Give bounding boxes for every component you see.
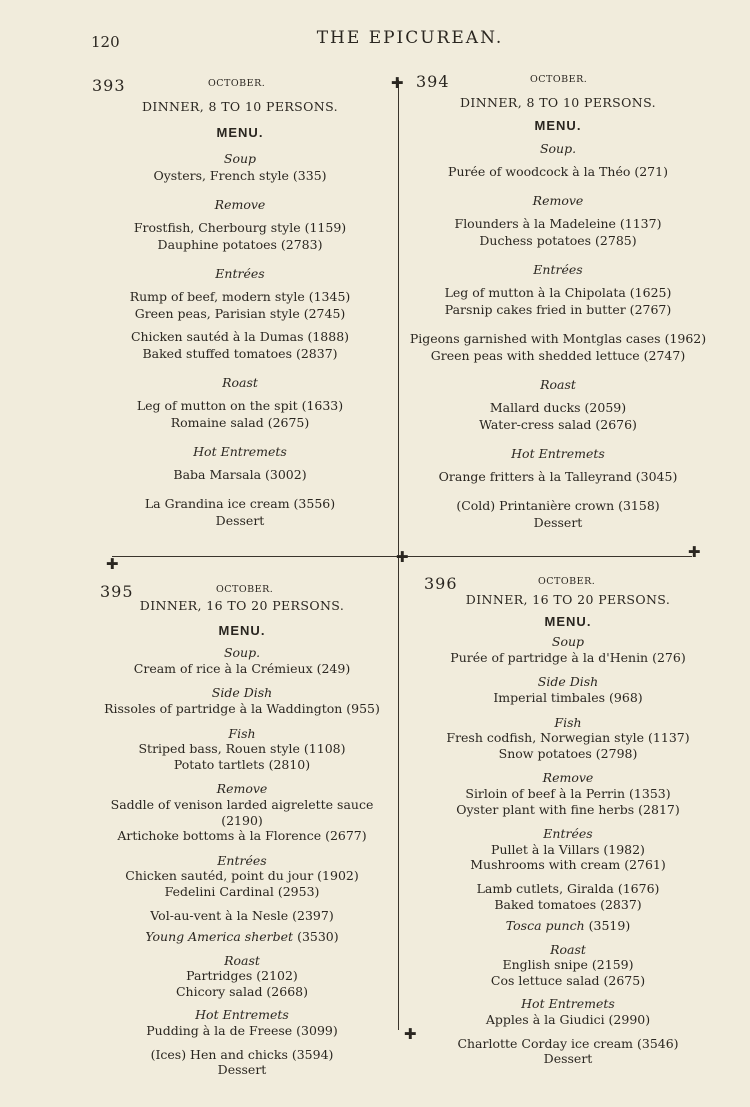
dish: Leg of mutton à la Chipolata (1625) xyxy=(444,285,672,300)
dish: Potato tartlets (2810) xyxy=(173,756,311,772)
cross-ornament-icon: ✚ xyxy=(391,74,404,92)
course-entrees: Entrées xyxy=(533,262,583,277)
dish: Fedelini Cardinal (2953) xyxy=(164,883,320,899)
course-soup: Soup xyxy=(223,151,257,166)
dessert: Dessert xyxy=(543,1051,593,1067)
cross-ornament-icon: ✚ xyxy=(404,1025,417,1043)
cross-ornament-icon: ✚ xyxy=(106,555,119,573)
menu-label: MENU. xyxy=(544,613,592,629)
running-head: THE EPICUREAN. xyxy=(316,28,504,48)
menu-number: 396 xyxy=(424,574,458,593)
dish-sherbet xyxy=(92,929,392,945)
dish: Orange fritters à la Talleyrand (3045) xyxy=(438,469,678,484)
punch-label: Tosca punch xyxy=(505,918,585,934)
dish: (2190) xyxy=(221,812,263,828)
menu-month: OCTOBER. xyxy=(530,74,588,85)
dish: Rissoles of partridge à la Waddington (955) xyxy=(104,700,380,716)
dish: Baba Marsala (3002) xyxy=(173,467,307,482)
cross-ornament-icon: ✚ xyxy=(396,548,409,566)
dish: Mallard ducks (2059) xyxy=(489,400,627,415)
dish: Chicken sautéd à la Dumas (1888) xyxy=(130,329,350,344)
dish: Lamb cutlets, Giralda (1676) xyxy=(476,880,660,896)
dish: Purée of partridge à la d'Henin (276) xyxy=(450,649,686,665)
dish: Fresh codfish, Norwegian style (1137) xyxy=(446,730,690,746)
course-entrees: Entrées xyxy=(215,266,265,281)
dish: Chicken sautéd, point du jour (1902) xyxy=(125,868,359,884)
dish: Rump of beef, modern style (1345) xyxy=(129,289,351,304)
menu-month: OCTOBER. xyxy=(216,584,274,595)
dessert: Dessert xyxy=(533,515,583,530)
dinner-heading: DINNER, 16 TO 20 PERSONS. xyxy=(139,598,345,613)
course-hot-entremets: Hot Entremets xyxy=(195,1007,289,1023)
dish: Pudding à la de Freese (3099) xyxy=(146,1023,338,1039)
dish: Pigeons garnished with Montglas cases (1962) xyxy=(409,331,707,346)
course-remove: Remove xyxy=(532,193,584,208)
dish: Striped bass, Rouen style (1108) xyxy=(138,741,346,757)
course-side-dish: Side Dish xyxy=(537,674,599,690)
dish: English snipe (2159) xyxy=(502,957,634,973)
course-remove: Remove xyxy=(214,197,266,212)
dish: Imperial timbales (968) xyxy=(493,689,643,705)
dish: Oyster plant with fine herbs (2817) xyxy=(456,801,680,817)
page-number: 120 xyxy=(91,33,120,51)
sherbet-label: Young America sherbet xyxy=(145,929,294,945)
dinner-heading: DINNER, 8 TO 10 PERSONS. xyxy=(141,99,339,114)
course-fish: Fish xyxy=(554,714,582,730)
dish: Purée of woodcock à la Théo (271) xyxy=(448,164,668,179)
course-soup: Soup. xyxy=(539,141,577,156)
dish: Duchess potatoes (2785) xyxy=(479,233,637,248)
dish: Frostfish, Cherbourg style (1159) xyxy=(133,220,347,235)
course-entrees: Entrées xyxy=(217,852,267,868)
dessert: Dessert xyxy=(215,513,265,528)
dish: Cream of rice à la Crémieux (249) xyxy=(133,660,351,676)
dinner-heading: DINNER, 16 TO 20 PERSONS. xyxy=(465,592,671,607)
course-roast: Roast xyxy=(224,952,260,968)
dish: Sirloin of beef à la Perrin (1353) xyxy=(465,785,671,801)
dish: Dauphine potatoes (2783) xyxy=(157,237,323,252)
dish: Flounders à la Madeleine (1137) xyxy=(454,216,662,231)
course-fish: Fish xyxy=(228,725,256,741)
sherbet-number: (3530) xyxy=(297,929,339,945)
dish: Pullet à la Villars (1982) xyxy=(491,841,645,857)
dish: Partridges (2102) xyxy=(186,968,298,984)
menu-395 xyxy=(92,582,392,1078)
menu-393 xyxy=(90,76,390,546)
menu-label: MENU. xyxy=(534,118,582,133)
course-hot-entremets: Hot Entremets xyxy=(511,446,605,461)
dish: Parsnip cakes fried in butter (2767) xyxy=(444,302,672,317)
dish: Apples à la Giudici (2990) xyxy=(485,1012,651,1028)
dish: Green peas, Parisian style (2745) xyxy=(134,306,346,321)
dish: Snow potatoes (2798) xyxy=(498,745,638,761)
course-remove: Remove xyxy=(542,770,594,786)
menu-396 xyxy=(418,574,718,1067)
course-soup: Soup. xyxy=(223,645,261,661)
dish: Chicory salad (2668) xyxy=(175,983,308,999)
dish: Baked tomatoes (2837) xyxy=(494,896,642,912)
dish: Cos lettuce salad (2675) xyxy=(490,972,646,988)
course-hot-entremets: Hot Entremets xyxy=(193,444,287,459)
menu-number: 393 xyxy=(92,76,126,95)
menu-month: OCTOBER. xyxy=(538,576,596,587)
dish: Vol-au-vent à la Nesle (2397) xyxy=(150,907,334,923)
menu-label: MENU. xyxy=(216,125,264,140)
course-roast: Roast xyxy=(540,377,576,392)
menu-394 xyxy=(408,72,708,542)
course-roast: Roast xyxy=(222,375,258,390)
dish: Oysters, French style (335) xyxy=(153,168,327,183)
dish: Green peas with shedded lettuce (2747) xyxy=(430,348,686,363)
dish: (Cold) Printanière crown (3158) xyxy=(456,498,660,513)
dinner-heading: DINNER, 8 TO 10 PERSONS. xyxy=(459,95,657,110)
course-entrees: Entrées xyxy=(543,826,593,842)
dish: La Grandina ice cream (3556) xyxy=(144,496,336,511)
dish: Saddle of venison larded aigrelette sauce xyxy=(110,796,374,812)
dish: Romaine salad (2675) xyxy=(170,415,310,430)
course-side-dish: Side Dish xyxy=(211,685,273,701)
menu-month: OCTOBER. xyxy=(208,78,266,89)
dish: Artichoke bottoms à la Florence (2677) xyxy=(117,828,367,844)
dish: Mushrooms with cream (2761) xyxy=(470,857,666,873)
dish: Water-cress salad (2676) xyxy=(479,417,637,432)
dish-punch xyxy=(418,918,718,934)
dish: Charlotte Corday ice cream (3546) xyxy=(457,1035,679,1051)
course-roast: Roast xyxy=(550,941,586,957)
menu-label: MENU. xyxy=(218,622,266,638)
course-hot-entremets: Hot Entremets xyxy=(521,996,615,1012)
menu-number: 395 xyxy=(100,582,134,601)
menu-number: 394 xyxy=(416,72,450,91)
dish: (Ices) Hen and chicks (3594) xyxy=(150,1046,334,1062)
dessert: Dessert xyxy=(217,1062,267,1078)
course-soup: Soup xyxy=(551,634,585,650)
dish: Leg of mutton on the spit (1633) xyxy=(136,398,344,413)
cross-ornament-icon: ✚ xyxy=(688,543,701,561)
dish: Baked stuffed tomatoes (2837) xyxy=(142,346,338,361)
course-remove: Remove xyxy=(216,781,268,797)
punch-number: (3519) xyxy=(588,918,631,934)
